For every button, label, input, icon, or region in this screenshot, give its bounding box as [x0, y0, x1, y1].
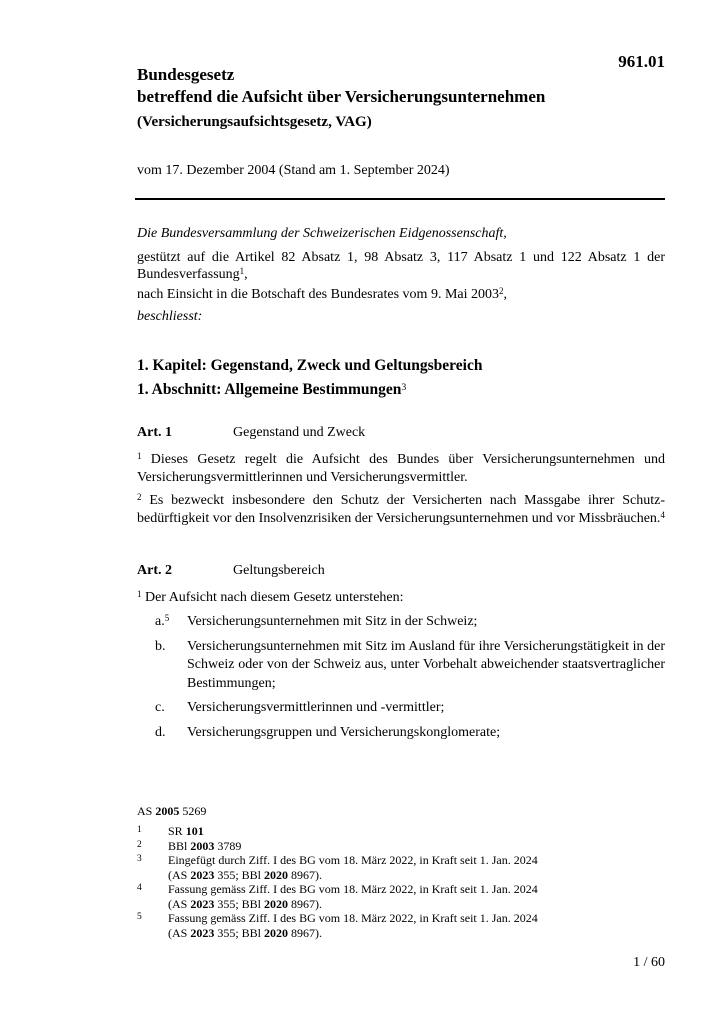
list-item-marker: c.: [155, 700, 165, 715]
list-item-marker: d.: [155, 724, 166, 740]
preamble-resolution: beschliesst:: [137, 309, 203, 324]
reference-text: 8967).: [288, 867, 323, 882]
title-block: [137, 64, 682, 133]
reference-text: 355; BBl: [214, 925, 265, 940]
preamble-basis-tail: ,: [244, 267, 248, 282]
footnote-number: 3: [137, 854, 142, 864]
footnote-row: [137, 853, 665, 882]
article-2-label: Art. 2: [137, 563, 172, 578]
paragraph-number: 1: [137, 588, 142, 599]
reference-bold-text: 101: [185, 824, 204, 838]
list-item-text: Versicherungsvermittlerinnen und -vermittler;: [187, 700, 445, 715]
footnote-line: [168, 911, 665, 926]
list-item: [155, 724, 665, 743]
page-number: 1 / 60: [633, 955, 665, 970]
as-reference-line: [137, 804, 665, 818]
law-subtitle: (Versicherungsaufsichtsgesetz, VAG): [137, 114, 372, 130]
reference-text: AS: [137, 804, 156, 818]
list-item: [155, 699, 665, 718]
footnotes-list: [137, 824, 665, 940]
reference-text: 8967).: [288, 896, 323, 911]
article-1-label: Art. 1: [137, 425, 172, 440]
footnote-ref-3: 3: [401, 381, 407, 393]
law-title-line1: Bundesgesetz: [137, 65, 235, 84]
footnote-text: [168, 882, 665, 911]
reference-text: (AS: [168, 925, 191, 940]
footnote-ref-2: 2: [499, 285, 504, 296]
article-2: [137, 562, 665, 742]
footnote-line: [168, 926, 665, 941]
article-1-title: Gegenstand und Zweck: [233, 425, 366, 440]
footnote-text: [168, 824, 665, 839]
list-item-text: Versicherungsgruppen und Versicherungskonglomerate;: [187, 724, 501, 740]
footnote-text: [168, 911, 665, 940]
reference-text: 355; BBl: [214, 896, 265, 911]
section-heading: [137, 378, 665, 402]
footnote-row: [137, 839, 665, 854]
preamble-authority: Die Bundesversammlung der Schweizerischen Eidgenossenschaft,: [137, 226, 507, 241]
footnote-text: [168, 853, 665, 882]
reference-text: 5269: [179, 804, 207, 818]
article-2-paragraph-1: [137, 589, 665, 608]
footnote-number: 1: [137, 825, 142, 835]
reference-bold-text: 2020: [264, 867, 289, 882]
footnote-ref-5: 5: [164, 613, 170, 624]
list-item-text: Versicherungsunternehmen mit Sitz im Ausland für ihre Versicherungstätigkeit in der Schweiz oder von der Schweiz aus, unter Vorbehalt abweichender staatsvertraglicher Bestimmungen;: [187, 638, 665, 691]
list-item: [155, 638, 665, 694]
article-2-title: Geltungsbereich: [233, 563, 325, 578]
paragraph-text: Dieses Gesetz regelt die Aufsicht des Bundes über Versicherungsunternehmen und Versicherungsvermittlerinnen und Versicherungsvermittler.: [137, 451, 666, 485]
reference-text: 8967).: [288, 925, 323, 940]
reference-bold-text: 2020: [264, 925, 289, 940]
list-item-marker: a.$^5$: [155, 613, 170, 629]
paragraph-text: Es bezweckt insbesondere den Schutz der Versicherten nach Massgabe ihrer Schutzbedürftigkeit vor den Insolvenzrisiken der Versicherungsunternehmen und vor Missbräuchen.: [137, 492, 666, 526]
reference-bold-text: 2023: [190, 925, 215, 940]
article-1: [137, 424, 665, 529]
footnote-row: [137, 824, 665, 839]
article-2-heading: [137, 562, 665, 581]
list-item-marker: b.: [155, 638, 166, 654]
footnote-number: 4: [137, 883, 142, 893]
article-1-heading: [137, 424, 665, 443]
law-title-line2: betreffend die Aufsicht über Versicherungsunternehmen: [137, 87, 546, 106]
preamble: [137, 225, 665, 326]
list-item-text: Versicherungsunternehmen mit Sitz in der Schweiz;: [187, 614, 478, 629]
reference-bold-text: 2020: [264, 896, 289, 911]
footnote-line: [168, 868, 665, 883]
paragraph-text: Der Aufsicht nach diesem Gesetz unterstehen:: [144, 589, 404, 605]
reference-text: SR: [168, 824, 186, 838]
reference-text: BBl: [168, 838, 191, 853]
footnote-ref-4: 4: [660, 510, 665, 521]
article-1-paragraph-1: [137, 451, 665, 488]
preamble-basis: [137, 249, 665, 284]
footnote-number: 5: [137, 912, 142, 922]
footnote-ref-1: 1: [239, 266, 245, 277]
reference-bold-text: 2003: [190, 838, 215, 853]
footnote-number: 2: [137, 839, 142, 850]
preamble-botschaft-text: nach Einsicht in die Botschaft des Bundesrates vom 9. Mai 2003: [137, 286, 499, 302]
section-headings: [137, 354, 665, 402]
reference-bold-text: 2023: [190, 867, 215, 882]
footnote-row: [137, 882, 665, 911]
footnotes-block: [137, 804, 665, 940]
footnote-line: [168, 853, 665, 868]
section-heading-text: 1. Abschnitt: Allgemeine Bestimmungen: [137, 381, 402, 398]
date-line: vom 17. Dezember 2004 (Stand am 1. September 2024): [137, 163, 450, 178]
chapter-heading: 1. Kapitel: Gegenstand, Zweck und Geltungsbereich: [137, 357, 483, 374]
footnote-line: [168, 882, 665, 897]
reference-text: 355; BBl: [214, 867, 265, 882]
reference-text: Fassung gemäss Ziff. I des BG vom 18. März 2022, in Kraft seit 1. Jan. 2024: [168, 882, 538, 896]
reference-text: (AS: [168, 867, 191, 882]
reference-bold-text: 2005: [155, 804, 180, 818]
reference-text: 3789: [214, 838, 242, 853]
footnote-line: [168, 839, 665, 854]
list-item: [155, 613, 665, 632]
footnote-line: [168, 824, 665, 839]
article-1-paragraph-2: [137, 492, 665, 529]
footnote-row: [137, 911, 665, 940]
preamble-basis-text: gestützt auf die Artikel 82 Absatz 1, 98 Absatz 3, 117 Absatz 1 und 122 Absatz 1 der Bundesverfassung: [137, 249, 665, 282]
reference-text: (AS: [168, 896, 191, 911]
preamble-botschaft: [137, 286, 665, 304]
paragraph-number: 1: [137, 450, 142, 461]
preamble-botschaft-tail: ,: [503, 286, 507, 302]
law-number: 961.01: [618, 52, 665, 71]
reference-text: Eingefügt durch Ziff. I des BG vom 18. März 2022, in Kraft seit 1. Jan. 2024: [168, 853, 538, 867]
header-rule: [135, 198, 665, 200]
reference-bold-text: 2023: [190, 896, 215, 911]
article-2-item-list: [137, 613, 665, 742]
paragraph-number: 2: [137, 491, 142, 502]
footnote-text: [168, 839, 665, 854]
footnote-line: [168, 897, 665, 912]
reference-text: Fassung gemäss Ziff. I des BG vom 18. März 2022, in Kraft seit 1. Jan. 2024: [168, 911, 538, 925]
